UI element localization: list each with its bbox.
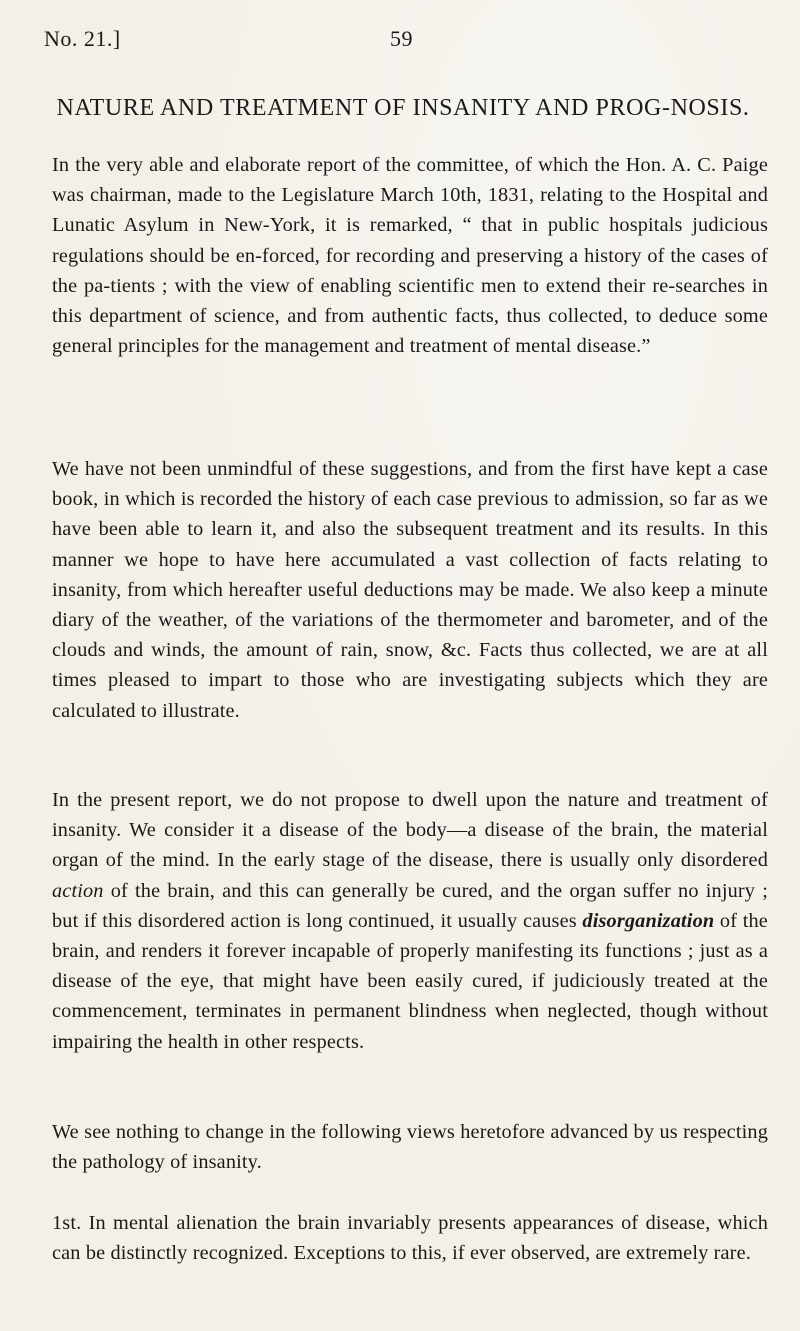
section-title: NATURE AND TREATMENT OF INSANITY AND PROG-NOSIS.	[56, 95, 750, 121]
paragraph-text-segment: of the brain, and this can generally be cured, and the organ suffer no injury ; but if this disordered action is long continued, it usually causes	[52, 879, 768, 932]
paragraph-following-views: We see nothing to change in the following views heretofore advanced by us respecting the pathology of insanity.	[52, 1121, 768, 1174]
paragraph-committee-report: In the very able and elaborate report of the committee, of which the Hon. A. C. Paige was chairman, made to the Legislature March 10th, 1831, relating to the Hospital and Lunatic Asylum in New-York, it is remarked, “ that in public hospitals judicious regulations should be en-forced, for recording and preserving a history of the cases of the pa-tients ; with the view of enabling scientific men to extend their re-searches in this department of science, and from authentic facts, thus collected, to deduce some general principles for the management and treatment of mental disease.”	[52, 154, 768, 358]
page-number: 59	[390, 26, 413, 51]
emphasis-disorganization: disorganization	[582, 909, 715, 932]
running-head	[44, 26, 756, 56]
issue-number: No. 21.]	[44, 26, 121, 51]
emphasis-action: action	[52, 879, 104, 902]
paragraph-disease-of-brain	[52, 785, 768, 1057]
paragraph-text-segment: of the brain, and renders it forever incapable of properly manifesting its functions ; just as a disease of the eye, that might have been easily cured, if judiciously treated at the commencement, terminates in permanent blindness when neglected, though without impairing the health in other respects.	[52, 909, 768, 1053]
paragraph-case-book: We have not been unmindful of these suggestions, and from the first have kept a case book, in which is recorded the history of each case previous to admission, so far as we have been able to learn it, and also the subsequent treatment and its results. In this manner we hope to have here accumulated a vast collection of facts relating to insanity, from which hereafter useful deductions may be made. We also keep a minute diary of the weather, of the variations of the thermometer and barometer, and of the clouds and winds, the amount of rain, snow, &c. Facts thus collected, we are at all times pleased to impart to those who are investigating subjects which they are calculated to illustrate.	[52, 458, 768, 722]
paragraph-first-point: 1st. In mental alienation the brain invariably presents appearances of disease, which can be distinctly recognized. Exceptions to this, if ever observed, are extremely rare.	[52, 1212, 768, 1265]
paragraph-text-segment: In the present report, we do not propose to dwell upon the nature and treatment of insanity. We consider it a disease of the body—a disease of the brain, the material organ of the mind. In the early stage of the disease, there is usually only disordered	[52, 789, 768, 872]
